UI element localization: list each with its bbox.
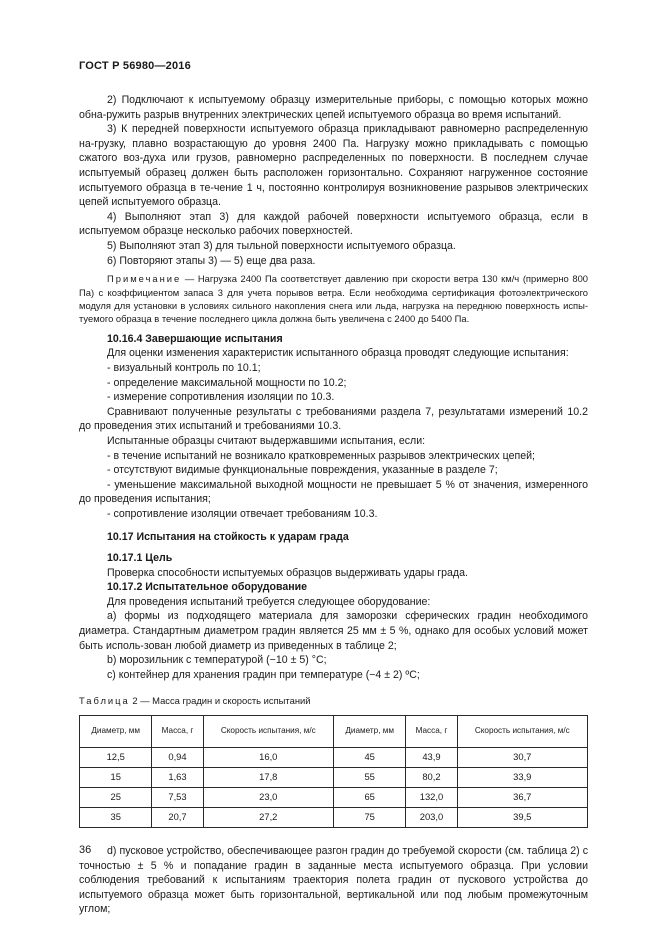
table-cell: 65 [333, 788, 405, 808]
table-cell: 43,9 [406, 748, 457, 768]
s10-16-4-line: Испытанные образцы считают выдержавшими испытания, если: [107, 434, 426, 447]
table-cell: 16,0 [203, 748, 333, 768]
s10-16-4-line: - уменьшение максимальной выходной мощности не превышает 5 % от значения, измеренного до проведения испытания; [79, 478, 588, 506]
s10-17-1-text: Проверка способности испытуемых образцов выдерживать удары града. [107, 566, 468, 579]
table-cell: 33,9 [457, 768, 587, 788]
s10-16-4-line: - измерение сопротивления изоляции по 10.3. [107, 391, 335, 404]
table-header-row [80, 716, 588, 748]
note-label: Примечание [107, 273, 182, 285]
table-cell: 55 [333, 768, 405, 788]
table-cell: 23,0 [203, 788, 333, 808]
section-10-17-2-title: 10.17.2 Испытательное оборудование [107, 581, 308, 594]
s10-16-4-line: Сравнивают полученные результаты с требованиями раздела 7, результатами измерений 10.2 до проведения этих испытаний и требованиями 10.3. [79, 405, 588, 433]
document-header: ГОСТ Р 56980—2016 [79, 60, 191, 72]
s10-16-4-line: - визуальный контроль по 10.1; [107, 361, 261, 374]
step-3: 3) К передней поверхности испытуемого образца прикладывают равномерно распределенную на-грузку, плавно возрастающую до уровня 2400 Па. Нагрузку можно прикладывать с помощью сжатого воз-духа или грузов, равномерно распределенных по поверхности. В последнем случае испытуемый образец должен быть расположен горизонтально. Сохраняют нагруженное состояние испытуемого образца в те-чение 1 ч, постоянно контролируя возникновение разрывов электрических цепей испытуемого образца. [79, 123, 588, 209]
table-cell: 25 [80, 788, 152, 808]
s10-17-2-line: c) контейнер для хранения градин при температуре (−4 ± 2) ºС; [107, 668, 420, 681]
table-row [80, 748, 588, 768]
table-cell: 203,0 [406, 808, 457, 828]
step-6: 6) Повторяют этапы 3) — 5) еще два раза. [107, 254, 316, 267]
col-header-speed: Скорость испытания, м/с [457, 716, 587, 748]
table-cell: 1,63 [152, 768, 203, 788]
page-content [79, 93, 588, 917]
table-cell: 27,2 [203, 808, 333, 828]
section-10-16-4-title: 10.16.4 Завершающие испытания [107, 332, 283, 345]
table-cell: 36,7 [457, 788, 587, 808]
table-cell: 45 [333, 748, 405, 768]
table-cell: 17,8 [203, 768, 333, 788]
item-d-paragraph: d) пусковое устройство, обеспечивающее разгон градин до требуемой скорости (см. таблица 2) с точностью ± 5 % и попадание градин в заданные места испытуемого образца. При условии соблюдения требований к испытаниям траектория полета градин от пускового устройства до испытуемого образца может быть горизонтальной, вертикальной или под любым промежуточным углом; [79, 845, 588, 916]
table-cell: 35 [80, 808, 152, 828]
hail-mass-speed-table [79, 715, 588, 828]
col-header-mass: Масса, г [152, 716, 203, 748]
table-caption [79, 694, 588, 709]
col-header-diameter: Диаметр, мм [80, 716, 152, 748]
table-cell: 80,2 [406, 768, 457, 788]
s10-17-2-line: Для проведения испытаний требуется следующее оборудование: [107, 595, 431, 608]
s10-16-4-line: - отсутствуют видимые функциональные повреждения, указанные в разделе 7; [107, 464, 498, 477]
table-row [80, 768, 588, 788]
step-4: 4) Выполняют этап 3) для каждой рабочей поверхности испытуемого образца, если в испытуемом образце несколько рабочих поверхностей. [79, 210, 588, 238]
s10-16-4-line: Для оценки изменения характеристик испытанного образца проводят следующие испытания: [107, 347, 569, 360]
col-header-mass: Масса, г [406, 716, 457, 748]
table-caption-label: Таблица [79, 695, 130, 707]
table-row [80, 788, 588, 808]
table-row [80, 808, 588, 828]
step-2: 2) Подключают к испытуемому образцу измерительные приборы, с помощью которых можно обна-ружить разрыв внутренних электрических цепей испытуемого образца во время испытаний. [79, 94, 588, 121]
table-cell: 0,94 [152, 748, 203, 768]
col-header-speed: Скорость испытания, м/с [203, 716, 333, 748]
table-caption-text: 2 — Масса градин и скорость испытаний [129, 695, 311, 707]
col-header-diameter: Диаметр, мм [333, 716, 405, 748]
s10-17-2-line: b) морозильник с температурой (−10 ± 5) °C; [107, 654, 327, 667]
s10-17-2-line: a) формы из подходящего материала для заморозки сферических градин необходимого диаметра. Стандартным диаметром градин является 25 мм ± 5 %, однако для особых условий может быть исполь-зован любой диаметр из приведенных в таблице 2; [79, 610, 588, 652]
section-10-17-1-title: 10.17.1 Цель [107, 552, 173, 565]
table-cell: 12,5 [80, 748, 152, 768]
s10-16-4-line: - в течение испытаний не возникало кратковременных разрывов электрических цепей; [107, 449, 535, 462]
table-cell: 39,5 [457, 808, 587, 828]
section-10-17-title: 10.17 Испытания на стойкость к ударам града [107, 531, 349, 544]
note-paragraph [79, 272, 588, 326]
table-cell: 7,53 [152, 788, 203, 808]
table-cell: 132,0 [406, 788, 457, 808]
note-text: — Нагрузка 2400 Па соответствует давлению при скорости ветра 130 км/ч (примерно 800 Па) с коэффициентом запаса 3 для учета порывов ветра. Если необходима сертификация фотоэлектрического модуля для установки в условиях сильного накопления снега или льда, нагрузка на переднюю поверхность испы-туемого образца в течение последнего цикла должна быть увеличена с 2400 до 5400 Па. [79, 273, 588, 325]
table-cell: 30,7 [457, 748, 587, 768]
s10-16-4-line: - сопротивление изоляции отвечает требованиям 10.3. [107, 507, 378, 520]
page-number: 36 [79, 844, 92, 856]
table-cell: 75 [333, 808, 405, 828]
step-5: 5) Выполняют этап 3) для тыльной поверхности испытуемого образца. [107, 239, 456, 252]
table-cell: 20,7 [152, 808, 203, 828]
s10-16-4-line: - определение максимальной мощности по 10.2; [107, 376, 347, 389]
table-cell: 15 [80, 768, 152, 788]
